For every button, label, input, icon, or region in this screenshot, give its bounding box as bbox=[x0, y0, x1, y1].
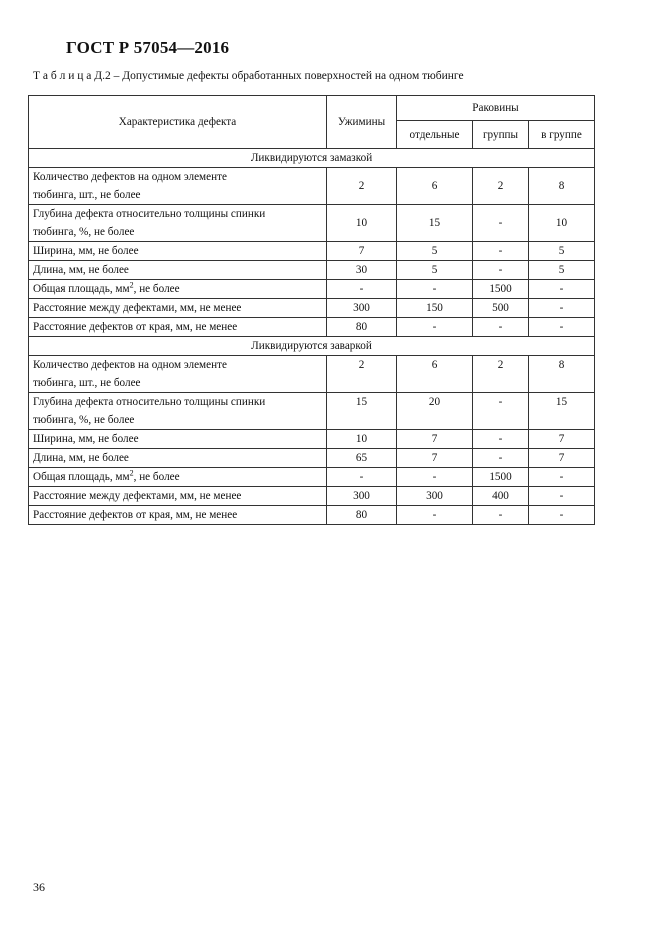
table-cell: 500 bbox=[473, 299, 529, 318]
table-cell: 5 bbox=[397, 261, 473, 280]
row-label-line: тюбинга, %, не более bbox=[33, 226, 135, 238]
document-title: ГОСТ Р 57054—2016 bbox=[66, 38, 230, 57]
row-label-tail: , не более bbox=[133, 471, 180, 483]
table-cell: - bbox=[529, 299, 595, 318]
table-row bbox=[29, 168, 595, 205]
row-label bbox=[29, 261, 327, 280]
table-cell: - bbox=[397, 280, 473, 299]
table-cell: - bbox=[397, 468, 473, 487]
row-label bbox=[29, 506, 327, 525]
table-cell: 8 bbox=[529, 356, 595, 393]
row-label-line: Количество дефектов на одном элементе bbox=[33, 359, 227, 371]
table-cell: 15 bbox=[397, 205, 473, 242]
table-body bbox=[29, 149, 595, 525]
table-cell: - bbox=[327, 468, 397, 487]
table-cell: 300 bbox=[397, 487, 473, 506]
table-cell: 7 bbox=[397, 449, 473, 468]
table-cell: 1500 bbox=[473, 468, 529, 487]
row-label bbox=[29, 299, 327, 318]
table-cell: 300 bbox=[327, 487, 397, 506]
row-label bbox=[29, 205, 327, 242]
table-cell: 80 bbox=[327, 318, 397, 337]
row-label-line: Глубина дефекта относительно толщины спинки bbox=[33, 208, 266, 220]
table-row bbox=[29, 393, 595, 430]
header-in-group: в группе bbox=[529, 121, 595, 149]
table-cell: - bbox=[529, 487, 595, 506]
table-cell: 7 bbox=[327, 242, 397, 261]
table-cell: 300 bbox=[327, 299, 397, 318]
table-cell: 2 bbox=[473, 356, 529, 393]
row-label-line: Глубина дефекта относительно толщины спинки bbox=[33, 396, 266, 408]
table-row bbox=[29, 449, 595, 468]
row-label bbox=[29, 468, 327, 487]
header-cavities: Раковины bbox=[397, 96, 595, 121]
header-groups: группы bbox=[473, 121, 529, 149]
row-label-text: Расстояние дефектов от края, мм, не менее bbox=[33, 509, 238, 521]
table-cell: - bbox=[473, 242, 529, 261]
table-cell: 6 bbox=[397, 356, 473, 393]
table-row bbox=[29, 356, 595, 393]
row-label-text: Расстояние дефектов от края, мм, не менее bbox=[33, 321, 238, 333]
table-cell: 5 bbox=[397, 242, 473, 261]
table-cell: 10 bbox=[529, 205, 595, 242]
table-cell: 7 bbox=[397, 430, 473, 449]
row-label-line: тюбинга, %, не более bbox=[33, 414, 135, 426]
table-cell: 30 bbox=[327, 261, 397, 280]
row-label-superscript: 2 bbox=[129, 468, 134, 478]
row-label-superscript: 2 bbox=[129, 280, 134, 290]
table-row bbox=[29, 242, 595, 261]
table-row bbox=[29, 205, 595, 242]
table-cell: 10 bbox=[327, 430, 397, 449]
section-row bbox=[29, 149, 595, 168]
table-cell: 7 bbox=[529, 449, 595, 468]
table-cell: 80 bbox=[327, 506, 397, 525]
row-label-text: Ширина, мм, не более bbox=[33, 245, 139, 257]
table-cell: 15 bbox=[529, 393, 595, 430]
table-cell: - bbox=[529, 318, 595, 337]
table-cell: 5 bbox=[529, 261, 595, 280]
table-row bbox=[29, 261, 595, 280]
section-title: Ликвидируются замазкой bbox=[29, 149, 595, 168]
table-cell: - bbox=[529, 506, 595, 525]
table-row bbox=[29, 468, 595, 487]
row-label bbox=[29, 318, 327, 337]
row-label-text: Расстояние между дефектами, мм, не менее bbox=[33, 490, 242, 502]
table-cell: - bbox=[473, 261, 529, 280]
row-label-line: Количество дефектов на одном элементе bbox=[33, 171, 227, 183]
table-cell: 7 bbox=[529, 430, 595, 449]
row-label bbox=[29, 449, 327, 468]
table-cell: - bbox=[327, 280, 397, 299]
section-row bbox=[29, 337, 595, 356]
table-cell: 6 bbox=[397, 168, 473, 205]
row-label-text: Ширина, мм, не более bbox=[33, 433, 139, 445]
table-cell: 15 bbox=[327, 393, 397, 430]
row-label bbox=[29, 242, 327, 261]
table-cell: - bbox=[473, 506, 529, 525]
row-label bbox=[29, 430, 327, 449]
table-row bbox=[29, 506, 595, 525]
row-label bbox=[29, 168, 327, 205]
table-row bbox=[29, 299, 595, 318]
table-cell: 5 bbox=[529, 242, 595, 261]
row-label-line: тюбинга, шт., не более bbox=[33, 189, 141, 201]
table-cell: - bbox=[529, 280, 595, 299]
row-label-line: тюбинга, шт., не более bbox=[33, 377, 141, 389]
defects-table bbox=[28, 95, 595, 525]
row-label-text: Длина, мм, не более bbox=[33, 452, 129, 464]
row-label bbox=[29, 356, 327, 393]
table-cell: - bbox=[529, 468, 595, 487]
row-label-text: Длина, мм, не более bbox=[33, 264, 129, 276]
table-row bbox=[29, 430, 595, 449]
table-cell: 65 bbox=[327, 449, 397, 468]
table-row bbox=[29, 318, 595, 337]
table-cell: 150 bbox=[397, 299, 473, 318]
table-cell: - bbox=[397, 506, 473, 525]
row-label-text: Общая площадь, мм bbox=[33, 471, 130, 483]
row-label-text: Общая площадь, мм bbox=[33, 283, 130, 295]
row-label bbox=[29, 487, 327, 506]
row-label bbox=[29, 280, 327, 299]
table-cell: 8 bbox=[529, 168, 595, 205]
row-label-tail: , не более bbox=[133, 283, 180, 295]
table-cell: - bbox=[397, 318, 473, 337]
table-cell: - bbox=[473, 449, 529, 468]
table-cell: 1500 bbox=[473, 280, 529, 299]
table-cell: 20 bbox=[397, 393, 473, 430]
row-label-text: Расстояние между дефектами, мм, не менее bbox=[33, 302, 242, 314]
table-cell: 2 bbox=[473, 168, 529, 205]
table-cell: - bbox=[473, 430, 529, 449]
table-cell: 2 bbox=[327, 168, 397, 205]
table-cell: - bbox=[473, 205, 529, 242]
page-number: 36 bbox=[33, 880, 45, 894]
header-individual: отдельные bbox=[397, 121, 473, 149]
table-cell: 2 bbox=[327, 356, 397, 393]
header-shrinkage: Ужимины bbox=[327, 96, 397, 149]
table-row bbox=[29, 487, 595, 506]
table-caption: Т а б л и ц а Д.2 – Допустимые дефекты обработанных поверхностей на одном тюбинге bbox=[33, 70, 464, 82]
table-cell: 400 bbox=[473, 487, 529, 506]
table-row bbox=[29, 280, 595, 299]
table-cell: - bbox=[473, 393, 529, 430]
table-cell: - bbox=[473, 318, 529, 337]
section-title: Ликвидируются заваркой bbox=[29, 337, 595, 356]
row-label bbox=[29, 393, 327, 430]
table-cell: 10 bbox=[327, 205, 397, 242]
header-characteristic: Характеристика дефекта bbox=[29, 96, 327, 149]
